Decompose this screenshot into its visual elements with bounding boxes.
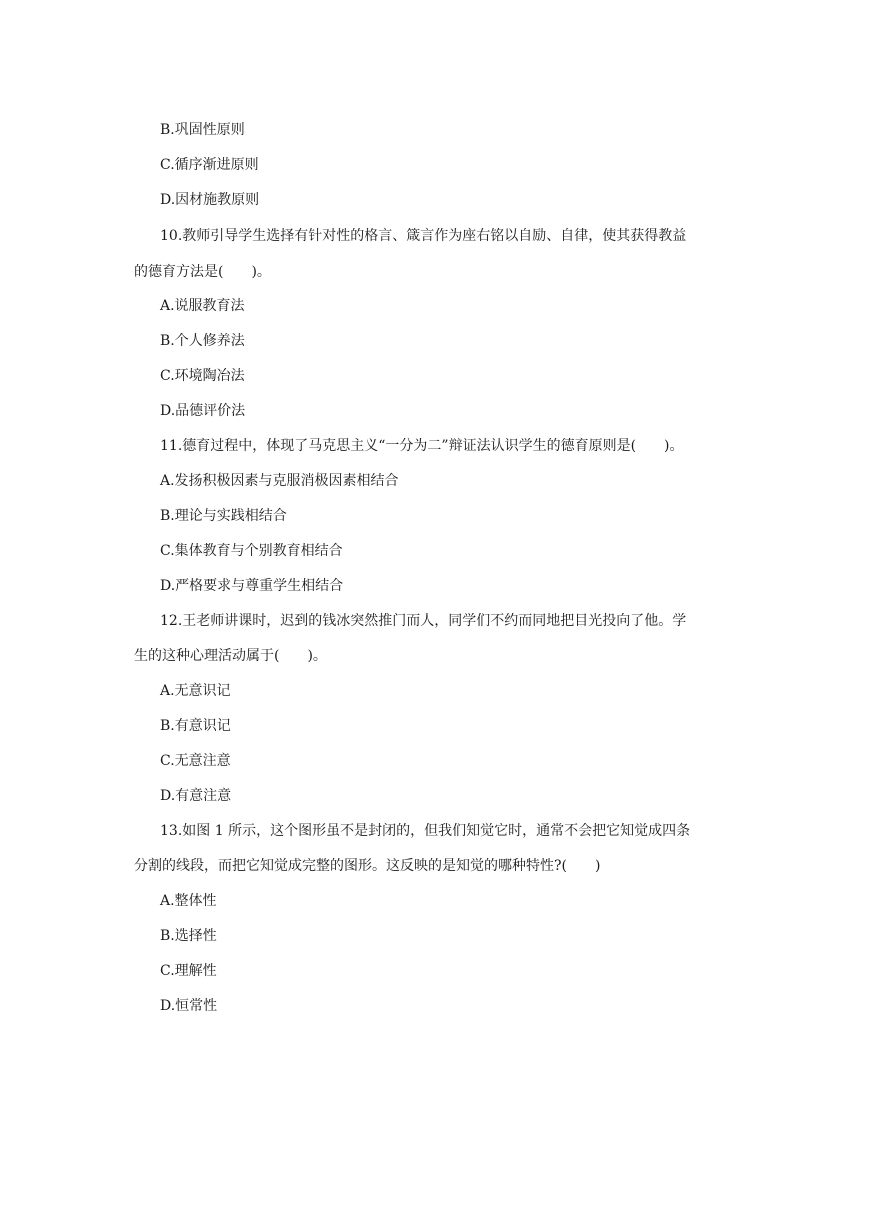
option-11-c: C.集体教育与个别教育相结合 bbox=[160, 543, 343, 559]
option-11-a: A.发扬积极因素与克服消极因素相结合 bbox=[160, 473, 399, 489]
option-12-d: D.有意注意 bbox=[160, 788, 232, 804]
option-9-d: D.因材施教原则 bbox=[160, 192, 260, 208]
option-9-b: B.巩固性原则 bbox=[160, 122, 245, 138]
option-11-b: B.理论与实践相结合 bbox=[160, 508, 287, 524]
option-13-d: D.恒常性 bbox=[160, 998, 218, 1014]
question-12-line-1: 12.王老师讲课时，迟到的钱冰突然推门而人，同学们不约而同地把目光投向了他。学 bbox=[160, 613, 687, 629]
question-10-line-2: 的德育方法是( )。 bbox=[134, 264, 271, 280]
question-11-line-1: 11.德育过程中，体现了马克思主义“一分为二”辩证法认识学生的德育原则是( )。 bbox=[160, 438, 684, 454]
option-12-c: C.无意注意 bbox=[160, 753, 231, 769]
option-10-b: B.个人修养法 bbox=[160, 333, 245, 349]
question-13-line-1: 13.如图 1 所示，这个图形虽不是封闭的，但我们知觉它时，通常不会把它知觉成四条 bbox=[160, 823, 691, 839]
option-10-c: C.环境陶冶法 bbox=[160, 368, 245, 384]
option-9-c: C.循序渐进原则 bbox=[160, 157, 259, 173]
option-13-a: A.整体性 bbox=[160, 893, 217, 909]
question-10-line-1: 10.教师引导学生选择有针对性的格言、箴言作为座右铭以自励、自律，使其获得教益 bbox=[160, 228, 687, 244]
option-10-a: A.说服教育法 bbox=[160, 298, 245, 314]
option-10-d: D.品德评价法 bbox=[160, 403, 246, 419]
option-13-c: C.理解性 bbox=[160, 963, 217, 979]
option-12-a: A.无意识记 bbox=[160, 683, 231, 699]
question-12-line-2: 生的这种心理活动属于( )。 bbox=[134, 648, 327, 664]
option-11-d: D.严格要求与尊重学生相结合 bbox=[160, 578, 344, 594]
option-12-b: B.有意识记 bbox=[160, 718, 231, 734]
question-13-line-2: 分割的线段，而把它知觉成完整的图形。这反映的是知觉的哪种特性?( ) bbox=[134, 858, 601, 874]
option-13-b: B.选择性 bbox=[160, 928, 217, 944]
